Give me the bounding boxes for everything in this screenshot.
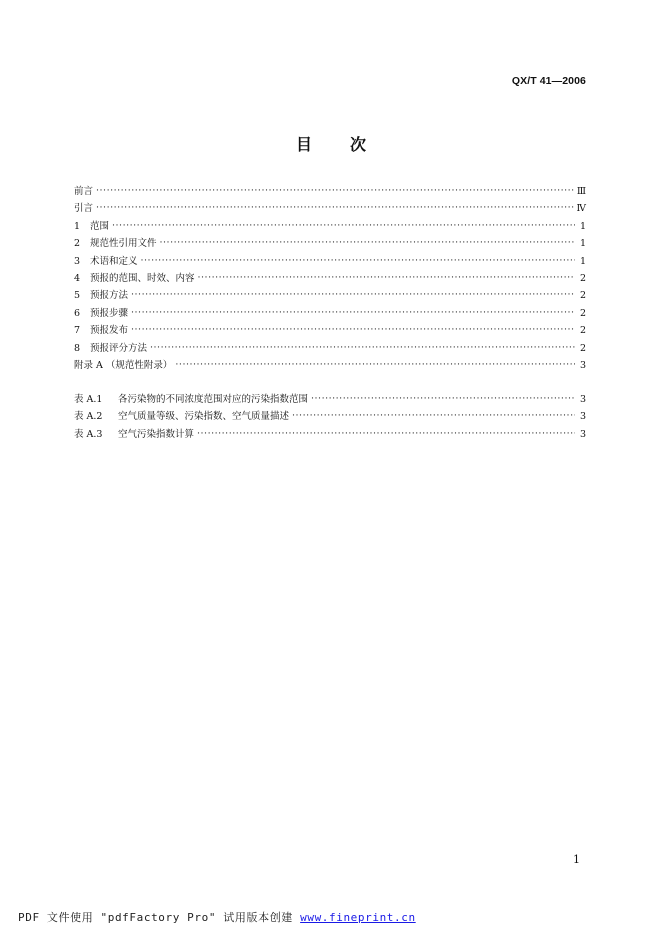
toc-entry-number: 5 xyxy=(74,290,81,302)
toc-leader-dots xyxy=(112,217,575,234)
toc-entry-page: 2 xyxy=(579,272,586,284)
toc-entry-label: 预报评分方法 xyxy=(90,342,148,354)
toc-leader-dots xyxy=(292,407,575,424)
toc-leader-dots xyxy=(160,234,575,251)
watermark-text: PDF 文件使用 "pdfFactory Pro" 试用版本创建 xyxy=(18,911,301,924)
toc-title-char-1: 目 xyxy=(295,135,312,154)
toc-entry[interactable] xyxy=(74,253,586,270)
toc-entry-number: 3 xyxy=(74,255,81,267)
toc-entry[interactable] xyxy=(74,340,586,357)
toc-entry-page: Ⅲ xyxy=(576,186,586,197)
toc-entry-page: Ⅳ xyxy=(576,203,586,215)
toc-table-entry[interactable] xyxy=(74,391,586,408)
toc-leader-dots xyxy=(131,304,575,321)
toc-entry-number: 7 xyxy=(74,325,81,337)
standard-code: QX/T 41—2006 xyxy=(511,75,586,87)
toc-table-list xyxy=(74,391,586,443)
watermark-link[interactable]: www.fineprint.cn xyxy=(300,911,416,924)
toc-entry[interactable] xyxy=(74,287,586,304)
toc-entry-label: 预报发布 xyxy=(90,325,129,337)
toc-entry-label: 附录 A （规范性附录） xyxy=(74,359,173,371)
toc-entry-page: 2 xyxy=(579,342,586,354)
toc-entry-page: 1 xyxy=(579,220,586,232)
toc-entry-number: 8 xyxy=(74,342,81,354)
toc-leader-dots xyxy=(96,182,574,199)
toc-entry-label: 前言 xyxy=(74,186,94,197)
toc-entry-number: 1 xyxy=(74,220,81,232)
toc-table-label: 空气质量等级、污染指数、空气质量描述 xyxy=(118,411,290,423)
toc-table-entry[interactable] xyxy=(74,408,586,425)
page-number: 1 xyxy=(573,853,580,866)
toc-entry[interactable] xyxy=(74,235,586,252)
toc-table-number: 表 A.3 xyxy=(74,428,103,440)
toc-entry[interactable] xyxy=(74,270,586,287)
toc-table-number: 表 A.1 xyxy=(74,394,103,405)
toc-entry-label: 预报方法 xyxy=(90,290,129,302)
toc-entry-label: 术语和定义 xyxy=(90,255,138,267)
toc-entry[interactable] xyxy=(74,200,586,217)
toc-entry-page: 1 xyxy=(579,255,586,267)
toc-entry-label: 范围 xyxy=(90,220,110,232)
toc-entry[interactable] xyxy=(74,218,586,235)
toc-leader-dots xyxy=(96,199,573,216)
pdf-watermark xyxy=(18,909,416,925)
toc-entry-label: 预报步骤 xyxy=(90,307,129,319)
toc-table-number: 表 A.2 xyxy=(74,411,103,423)
toc-table-label: 空气污染指数计算 xyxy=(118,428,195,440)
toc-title xyxy=(0,132,662,155)
toc-leader-dots xyxy=(141,252,575,269)
toc-leader-dots xyxy=(150,339,575,356)
toc-table-label: 各污染物的不同浓度范围对应的污染指数范围 xyxy=(118,394,309,405)
toc-entry-page: 1 xyxy=(579,238,586,250)
toc-entry[interactable] xyxy=(74,305,586,322)
toc-entry[interactable] xyxy=(74,357,586,374)
toc-list xyxy=(74,183,586,374)
toc-entry-label: 引言 xyxy=(74,203,94,215)
toc-entry-page: 3 xyxy=(579,359,586,371)
toc-leader-dots xyxy=(197,425,575,442)
toc-table-entry[interactable] xyxy=(74,426,586,443)
toc-table-page: 3 xyxy=(579,428,586,440)
toc-leader-dots xyxy=(311,390,575,407)
toc-leader-dots xyxy=(131,321,575,338)
toc-table-page: 3 xyxy=(579,411,586,423)
toc-leader-dots xyxy=(175,356,575,373)
toc-entry[interactable] xyxy=(74,322,586,339)
toc-entry-number: 4 xyxy=(74,272,81,284)
toc-entry-page: 2 xyxy=(579,325,586,337)
toc-entry-number: 2 xyxy=(74,238,81,250)
toc-entry-label: 预报的范围、时效、内容 xyxy=(90,272,195,284)
toc-entry-page: 2 xyxy=(579,290,586,302)
toc-title-char-2: 次 xyxy=(350,135,367,154)
toc-table-page: 3 xyxy=(579,394,586,405)
toc-leader-dots xyxy=(131,286,575,303)
toc-leader-dots xyxy=(198,269,575,286)
toc-entry-number: 6 xyxy=(74,307,81,319)
toc-entry[interactable] xyxy=(74,183,586,200)
toc-entry-page: 2 xyxy=(579,307,586,319)
toc-entry-label: 规范性引用文件 xyxy=(90,238,157,250)
